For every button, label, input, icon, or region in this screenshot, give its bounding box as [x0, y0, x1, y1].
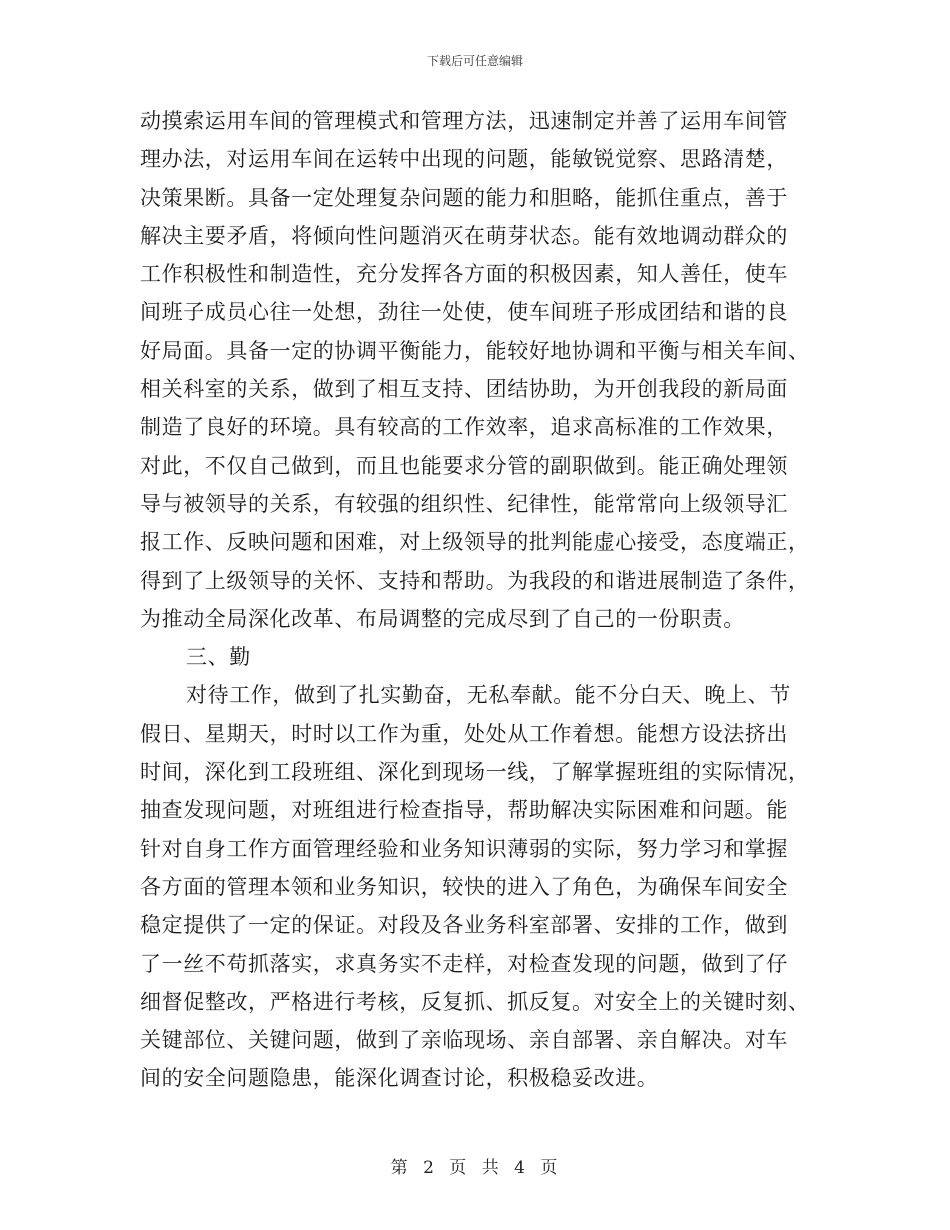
- text-line: 间班子成员心往一处想，劲往一处使，使车间班子形成团结和谐的良: [140, 300, 788, 325]
- text-line: 动摸索运用车间的管理模式和管理方法，迅速制定并善了运用车间管: [140, 109, 788, 133]
- text-line: 对此，不仅自己做到，而且也能要求分管的副职做到。能正确处理领: [140, 453, 788, 478]
- text-line: 三、勤: [186, 645, 251, 670]
- text-line: 针对自身工作方面管理经验和业务知识薄弱的实际，努力学习和掌握: [140, 836, 788, 861]
- footer-page-word: 页: [449, 1158, 469, 1178]
- page-header: [0, 52, 950, 69]
- text-line: 了一丝不苟抓落实，求真务实不走样，对检查发现的问题，做到了仔: [140, 951, 788, 976]
- document-body: [140, 102, 810, 1098]
- page-footer: [0, 1153, 950, 1178]
- text-line: 关键部位、关键问题，做到了亲临现场、亲自部署、亲自解决。对车: [140, 1028, 788, 1053]
- text-line: 抽查发现问题，对班组进行检查指导，帮助解决实际困难和问题。能: [140, 798, 788, 823]
- text-line: 解决主要矛盾，将倾向性问题消灭在萌芽状态。能有效地调动群众的: [140, 223, 788, 248]
- text-line: 报工作、反映问题和困难，对上级领导的批判能虚心接受，态度端正，: [140, 530, 810, 555]
- text-line: 为推动全局深化改革、布局调整的完成尽到了自己的一份职责。: [140, 606, 745, 631]
- footer-total-pages: 4: [514, 1158, 527, 1178]
- text-line: 导与被领导的关系，有较强的组织性、纪律性，能常常向上级领导汇: [140, 491, 788, 516]
- footer-prefix: 第: [390, 1158, 410, 1178]
- text-line: 对待工作，做到了扎实勤奋，无私奉献。能不分白天、晚上、节: [186, 683, 791, 708]
- text-line: 得到了上级领导的关怀、支持和帮助。为我段的和谐进展制造了条件，: [140, 568, 810, 593]
- footer-suffix: 页: [540, 1158, 560, 1178]
- text-line: 工作积极性和制造性，充分发挥各方面的积极因素，知人善任，使车: [140, 262, 788, 287]
- text-line: 稳定提供了一定的保证。对段及各业务科室部署、安排的工作，做到: [140, 913, 788, 938]
- text-line: 制造了良好的环境。具有较高的工作效率，追求高标准的工作效果，: [140, 415, 788, 440]
- header-note: 下载后可任意编辑: [426, 54, 523, 68]
- text-line: 细督促整改，严格进行考核，反复抓、抓反复。对安全上的关键时刻、: [140, 989, 810, 1014]
- text-line: 相关科室的关系，做到了相互支持、团结协助，为开创我段的新局面: [140, 377, 788, 402]
- text-line: 理办法，对运用车间在运转中出现的问题，能敏锐觉察、思路清楚，: [140, 147, 788, 172]
- footer-total-word: 共: [481, 1158, 501, 1178]
- text-line: 好局面。具备一定的协调平衡能力，能较好地协调和平衡与相关车间、: [140, 338, 810, 363]
- footer-current-page: 2: [423, 1158, 436, 1178]
- text-line: 间的安全问题隐患，能深化调查讨论，积极稳妥改进。: [140, 1066, 659, 1091]
- text-line: 决策果断。具备一定处理复杂问题的能力和胆略，能抓住重点，善于: [140, 185, 788, 210]
- text-line: 各方面的管理本领和业务知识，较快的进入了角色，为确保车间安全: [140, 874, 788, 899]
- text-line: 假日、星期天，时时以工作为重，处处从工作着想。能想方设法挤出: [140, 721, 788, 746]
- text-line: 时间，深化到工段班组、深化到现场一线，了解掌握班组的实际情况，: [140, 760, 810, 785]
